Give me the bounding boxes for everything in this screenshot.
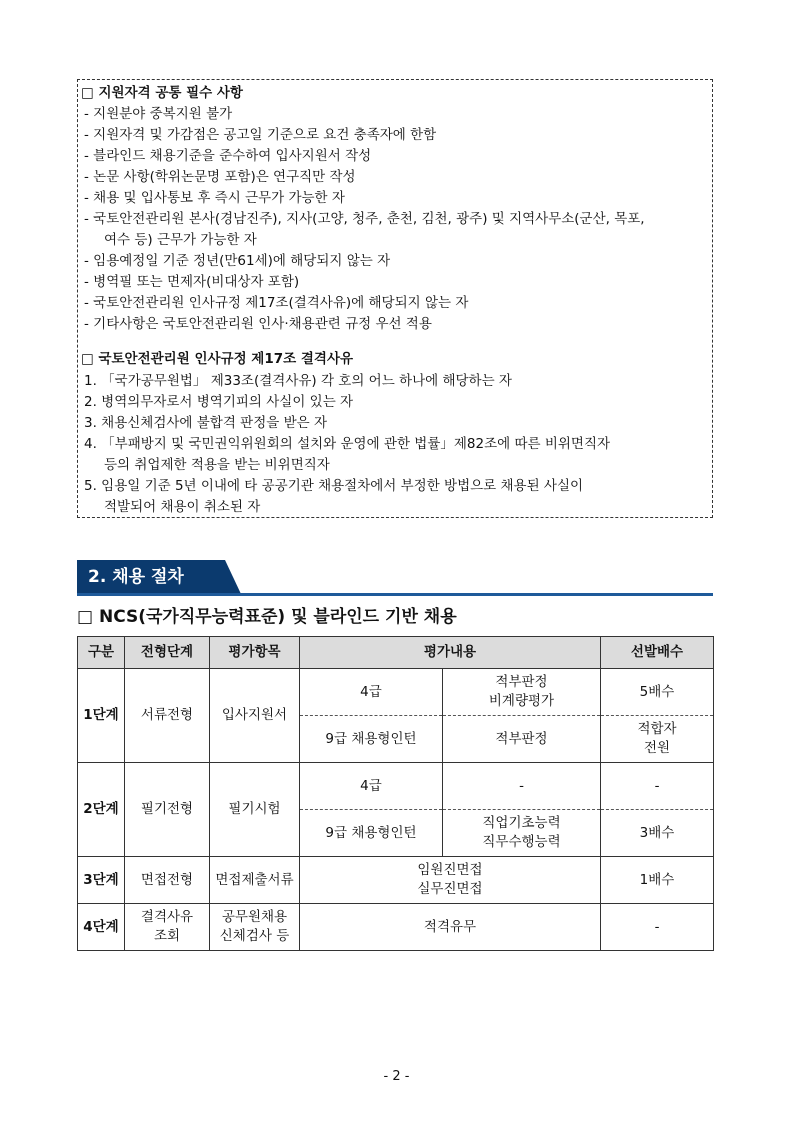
ratio-cell: 5배수 xyxy=(601,669,714,716)
qualification-item: - 병역필 또는 면제자(비대상자 포함) xyxy=(84,274,300,290)
item-cell: 공무원채용 신체검사 등 xyxy=(210,904,300,951)
step-cell: 필기전형 xyxy=(125,763,210,857)
grade-cell: 9급 채용형인턴 xyxy=(300,810,443,857)
step-cell: 결격사유 조회 xyxy=(125,904,210,951)
content-cell: 직업기초능력 직무수행능력 xyxy=(443,810,601,857)
table-row xyxy=(78,669,714,716)
qualification-item: - 채용 및 입사통보 후 즉시 근무가 가능한 자 xyxy=(84,190,345,206)
header-cell: 선발배수 xyxy=(601,637,714,669)
recruitment-process-table xyxy=(77,636,714,951)
qualification-item: 여수 등) 근무가 가능한 자 xyxy=(104,232,257,248)
content-cell: 적부판정 비계량평가 xyxy=(443,669,601,716)
qualification-heading: □ 지원자격 공통 필수 사항 xyxy=(81,85,243,101)
grade-cell: 9급 채용형인턴 xyxy=(300,716,443,763)
item-cell: 입사지원서 xyxy=(210,669,300,763)
ratio-cell: 3배수 xyxy=(601,810,714,857)
ratio-cell: - xyxy=(601,763,714,810)
qualification-item: - 지원분야 중복지원 불가 xyxy=(84,106,233,122)
stage-label: 3단계 xyxy=(78,857,125,904)
section-subheading: □ NCS(국가직무능력표준) 및 블라인드 기반 채용 xyxy=(77,607,457,627)
disqualification-item: 2. 병역의무자로서 병역기피의 사실이 있는 자 xyxy=(84,394,354,410)
ratio-cell: 적합자 전원 xyxy=(601,716,714,763)
grade-cell: 4급 xyxy=(300,763,443,810)
qualification-item: - 기타사항은 국토안전관리원 인사·채용관련 규정 우선 적용 xyxy=(84,316,432,332)
page-number: - 2 - xyxy=(383,1069,410,1084)
qualification-box xyxy=(77,79,713,518)
disqualification-item: 1. 「국가공무원법」 제33조(결격사유) 각 호의 어느 하나에 해당하는 자 xyxy=(84,373,512,389)
qualification-item: - 국토안전관리원 인사규정 제17조(결격사유)에 해당되지 않는 자 xyxy=(84,295,469,311)
ratio-cell: 1배수 xyxy=(601,857,714,904)
disqualification-item: 4. 「부패방지 및 국민권익위원회의 설치와 운영에 관한 법률」제82조에 따른 비위면직자 xyxy=(84,436,611,452)
header-cell: 구분 xyxy=(78,637,125,669)
table-row xyxy=(78,857,714,904)
step-cell: 서류전형 xyxy=(125,669,210,763)
grade-cell: 4급 xyxy=(300,669,443,716)
header-cell: 평가내용 xyxy=(300,637,601,669)
header-cell: 평가항목 xyxy=(210,637,300,669)
item-cell: 필기시험 xyxy=(210,763,300,857)
content-cell: 임원진면접 실무진면접 xyxy=(300,857,601,904)
content-cell: - xyxy=(443,763,601,810)
disqualification-item: 등의 취업제한 적용을 받는 비위면직자 xyxy=(104,457,330,473)
qualification-item: - 임용예정일 기준 정년(만61세)에 해당되지 않는 자 xyxy=(84,253,391,269)
qualification-item: - 블라인드 채용기준을 준수하여 입사지원서 작성 xyxy=(84,148,372,164)
stage-label: 1단계 xyxy=(78,669,125,763)
qualification-item: - 국토안전관리원 본사(경남진주), 지사(고양, 청주, 춘천, 김천, 광주) 및 지역사무소(군산, 목포, xyxy=(84,211,645,227)
stage-label: 2단계 xyxy=(78,763,125,857)
qualification-item: - 지원자격 및 가감점은 공고일 기준으로 요건 충족자에 한함 xyxy=(84,127,437,143)
disqualification-heading: □ 국토안전관리원 인사규정 제17조 결격사유 xyxy=(81,351,354,367)
disqualification-item: 적발되어 채용이 취소된 자 xyxy=(104,499,261,515)
stage-label: 4단계 xyxy=(78,904,125,951)
content-cell: 적격유무 xyxy=(300,904,601,951)
table-row xyxy=(78,904,714,951)
section-title: 2. 채용 절차 xyxy=(88,567,184,587)
step-cell: 면접전형 xyxy=(125,857,210,904)
table-header-row xyxy=(78,637,714,669)
header-cell: 전형단계 xyxy=(125,637,210,669)
qualification-item: - 논문 사항(학위논문명 포함)은 연구직만 작성 xyxy=(84,169,356,185)
disqualification-item: 5. 임용일 기준 5년 이내에 타 공공기관 채용절차에서 부정한 방법으로 채용된 사실이 xyxy=(84,478,584,494)
item-cell: 면접제출서류 xyxy=(210,857,300,904)
disqualification-item: 3. 채용신체검사에 불합격 판정을 받은 자 xyxy=(84,415,327,431)
ratio-cell: - xyxy=(601,904,714,951)
content-cell: 적부판정 xyxy=(443,716,601,763)
table-row xyxy=(78,763,714,810)
